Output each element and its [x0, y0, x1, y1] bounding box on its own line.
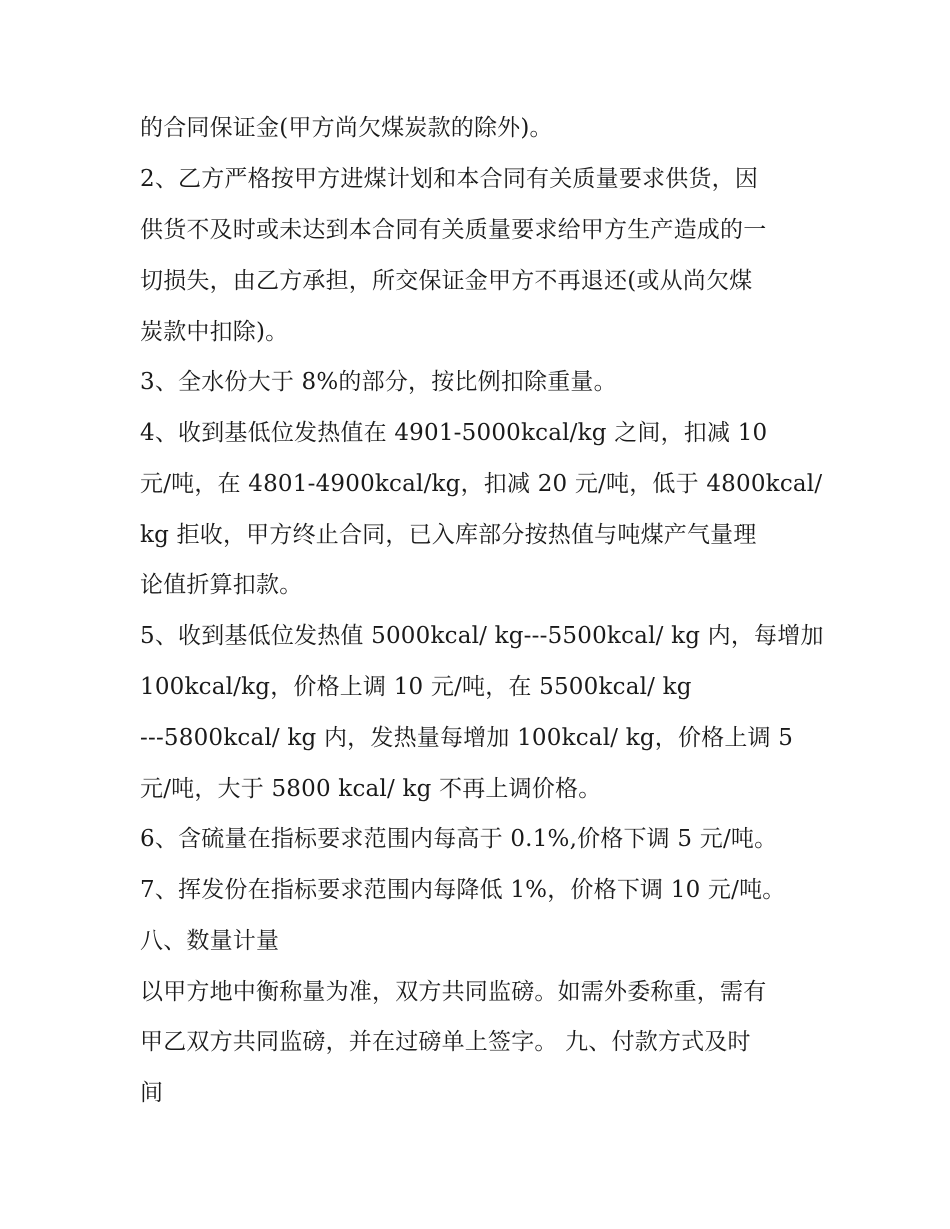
section-heading: 八、数量计量 — [140, 928, 280, 954]
text-line: kg 拒收，甲方终止合同，已入库部分按热值与吨煤产气量理 — [140, 522, 757, 548]
text-line: 以甲方地中衡称量为准，双方共同监磅。如需外委称重，需有 — [140, 979, 767, 1005]
text-line: 炭款中扣除)。 — [140, 319, 289, 345]
text-line: 2、乙方严格按甲方进煤计划和本合同有关质量要求供货，因 — [140, 166, 759, 192]
text-line: 的合同保证金(甲方尚欠煤炭款的除外)。 — [140, 115, 553, 141]
text-line: 元/吨，在 4801-4900kcal/kg，扣减 20 元/吨，低于 4800kcal/ — [140, 471, 823, 497]
text-line: 5、收到基低位发热值 5000kcal/ kg---5500kcal/ kg 内，每增加 — [140, 623, 824, 649]
text-line: 供货不及时或未达到本合同有关质量要求给甲方生产造成的一 — [140, 217, 767, 243]
text-line: 100kcal/kg，价格上调 10 元/吨，在 5500kcal/ kg — [140, 674, 692, 700]
text-line: 4、收到基低位发热值在 4901-5000kcal/kg 之间，扣减 10 — [140, 420, 768, 446]
text-line: 6、含硫量在指标要求范围内每高于 0.1%,价格下调 5 元/吨。 — [140, 826, 778, 852]
text-line: ---5800kcal/ kg 内，发热量每增加 100kcal/ kg，价格上调 5 — [140, 725, 794, 751]
text-line: 论值折算扣款。 — [140, 572, 303, 598]
text-line: 间 — [140, 1080, 164, 1106]
text-line: 7、挥发份在指标要求范围内每降低 1%，价格下调 10 元/吨。 — [140, 877, 786, 903]
text-line: 元/吨，大于 5800 kcal/ kg 不再上调价格。 — [140, 776, 602, 802]
text-line: 切损失，由乙方承担，所交保证金甲方不再退还(或从尚欠煤 — [140, 268, 753, 294]
text-line: 3、全水份大于 8%的部分，按比例扣除重量。 — [140, 369, 617, 395]
text-line: 甲乙双方共同监磅，并在过磅单上签字。 九、付款方式及时 — [140, 1029, 751, 1055]
